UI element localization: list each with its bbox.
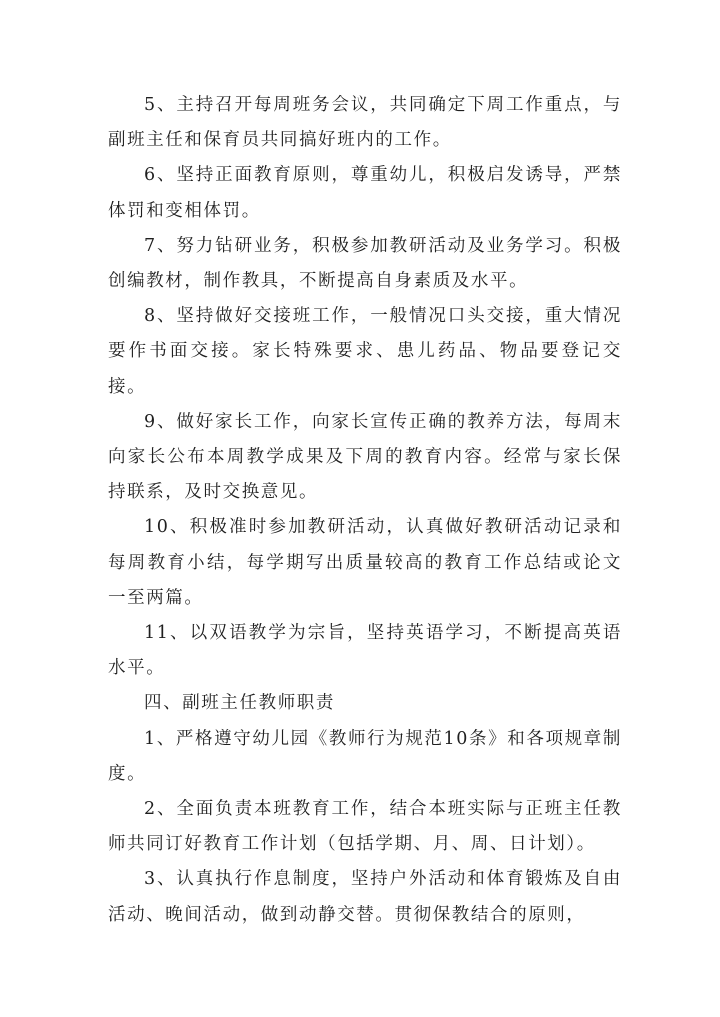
paragraph-item-2: 2、全面负责本班教育工作，结合本班实际与正班主任教师共同订好教育工作计划（包括学期、月、周、日计划）。 (108, 799, 622, 855)
paragraph-item-10: 10、积极准时参加教研活动，认真做好教研活动记录和每周教育小结，每学期写出质量较高的教育工作总结或论文一至两篇。 (108, 517, 622, 608)
paragraph-item-7: 7、努力钻研业务，积极参加教研活动及业务学习。积极创编教材，制作教具，不断提高自身素质及水平。 (108, 235, 622, 292)
section-heading: 四、副班主任教师职责 (144, 693, 335, 714)
paragraph-item-8: 8、坚持做好交接班工作，一般情况口头交接，重大情况要作书面交接。家长特殊要求、患儿药品、物品要登记交接。 (108, 306, 622, 397)
paragraph-item-9: 9、做好家长工作，向家长宣传正确的教养方法，每周末向家长公布本周教学成果及下周的教育内容。经常与家长保持联系，及时交换意见。 (108, 411, 622, 503)
paragraph-item-3: 3、认真执行作息制度，坚持户外活动和体育锻炼及自由活动、晚间活动，做到动静交替。贯彻保教结合的原则， (108, 869, 622, 925)
paragraph-item-11: 11、以双语教学为宗旨，坚持英语学习，不断提高英语水平。 (108, 623, 622, 679)
paragraph-item-1: 1、严格遵守幼儿园《教师行为规范10条》和各项规章制度。 (108, 728, 622, 784)
paragraph-item-6: 6、坚持正面教育原则，尊重幼儿，积极启发诱导，严禁体罚和变相体罚。 (108, 165, 622, 221)
document-page (108, 88, 622, 933)
paragraph-item-5: 5、主持召开每周班务会议，共同确定下周工作重点，与副班主任和保育员共同搞好班内的工作。 (108, 95, 622, 151)
